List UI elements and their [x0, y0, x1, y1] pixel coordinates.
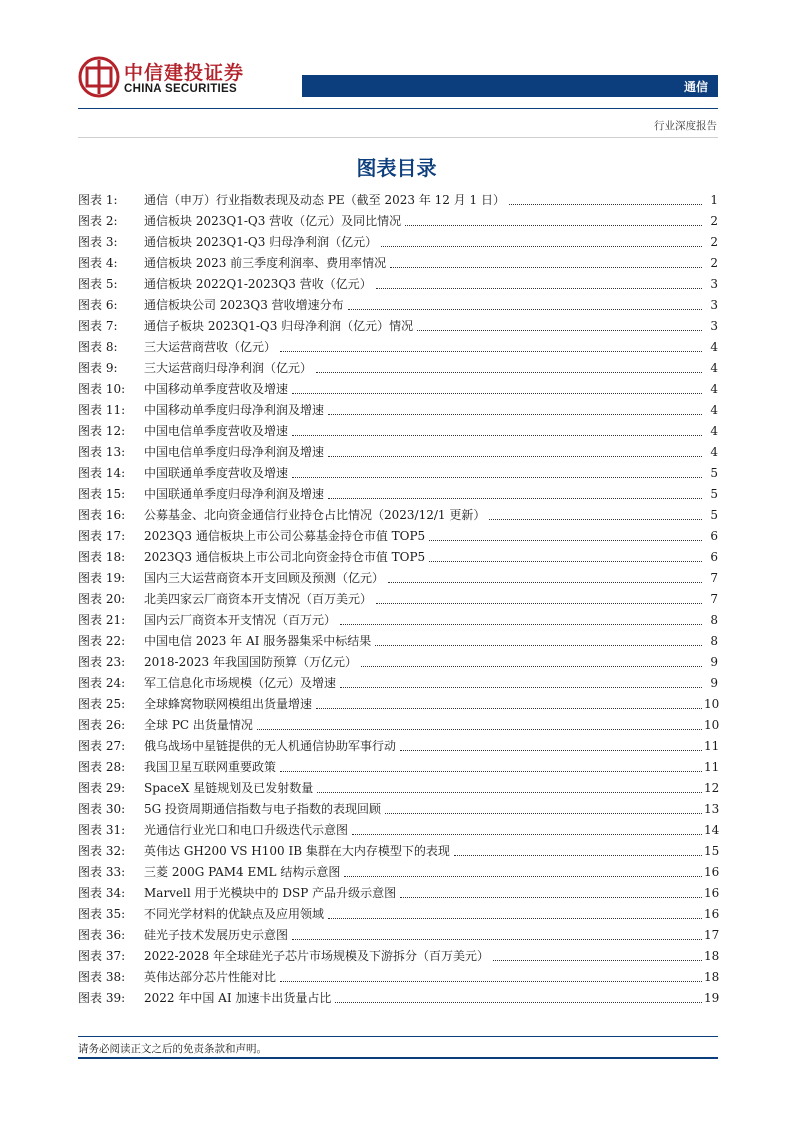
toc-entry-leader — [280, 757, 702, 772]
toc-entry-page: 15 — [704, 844, 720, 858]
toc-entry-page: 6 — [710, 550, 718, 564]
toc-entry[interactable] — [78, 274, 718, 295]
toc-entry-label: 图表 22: — [78, 634, 126, 648]
toc-entry-leader — [381, 232, 702, 247]
toc-entry-page: 5 — [710, 508, 718, 522]
toc-entry-label: 图表 3: — [78, 235, 118, 249]
toc-entry[interactable] — [78, 358, 718, 379]
toc-entry-leader — [376, 589, 702, 604]
toc-entry-label: 图表 35: — [78, 907, 126, 921]
toc-entry[interactable] — [78, 526, 718, 547]
header-rule — [78, 108, 718, 109]
toc-entry-label: 图表 18: — [78, 550, 126, 564]
toc-entry-label: 图表 26: — [78, 718, 126, 732]
toc-entry-label: 图表 8: — [78, 340, 118, 354]
toc-entry-page: 2 — [710, 214, 718, 228]
toc-entry-leader — [292, 463, 702, 478]
toc-entry-page: 6 — [710, 529, 718, 543]
toc-entry-label: 图表 38: — [78, 970, 126, 984]
toc-entry-title: 中国移动单季度归母净利润及增速 — [144, 403, 325, 417]
toc-entry-page: 17 — [704, 928, 720, 942]
toc-entry-label: 图表 14: — [78, 466, 126, 480]
toc-entry-label: 图表 34: — [78, 886, 126, 900]
toc-entry-label: 图表 39: — [78, 991, 126, 1005]
toc-entry[interactable] — [78, 610, 718, 631]
toc-entry-page: 9 — [710, 676, 718, 690]
toc-entry-leader — [340, 673, 702, 688]
toc-entry-label: 图表 5: — [78, 277, 118, 291]
toc-entry-leader — [352, 820, 702, 835]
toc-entry[interactable] — [78, 778, 718, 799]
toc-entry-leader — [328, 904, 702, 919]
toc-entry-page: 10 — [704, 697, 720, 711]
subheader-rule — [78, 137, 718, 138]
toc-entry[interactable] — [78, 211, 718, 232]
toc-entry-leader — [429, 526, 702, 541]
toc-entry[interactable] — [78, 631, 718, 652]
toc-entry-label: 图表 20: — [78, 592, 126, 606]
toc-entry-title: 中国联通单季度归母净利润及增速 — [144, 487, 325, 501]
toc-entry-title: 2018-2023 年我国国防预算（万亿元） — [144, 655, 357, 669]
toc-entry-title: 国内三大运营商资本开支回顾及预测（亿元） — [144, 571, 385, 585]
sector-bar — [302, 75, 718, 97]
toc-entry-page: 4 — [710, 403, 718, 417]
toc-entry-label: 图表 36: — [78, 928, 126, 942]
toc-entry-page: 4 — [710, 361, 718, 375]
toc-entry[interactable] — [78, 715, 718, 736]
toc-entry-title: 英伟达部分芯片性能对比 — [144, 970, 277, 984]
toc-entry-title: 硅光子技术发展历史示意图 — [144, 928, 289, 942]
company-name-cn: 中信建投证券 — [124, 62, 245, 84]
toc-entry[interactable] — [78, 988, 718, 1009]
toc-entry[interactable] — [78, 757, 718, 778]
toc-entry[interactable] — [78, 232, 718, 253]
toc-entry-page: 9 — [710, 655, 718, 669]
toc-entry-label: 图表 27: — [78, 739, 126, 753]
toc-entry[interactable] — [78, 820, 718, 841]
toc-entry-page: 2 — [710, 256, 718, 270]
toc-entry-label: 图表 19: — [78, 571, 126, 585]
toc-entry-title: 军工信息化市场规模（亿元）及增速 — [144, 676, 337, 690]
toc-entry-page: 7 — [710, 571, 718, 585]
toc-entry-title: 全球蜂窝物联网模组出货量增速 — [144, 697, 313, 711]
toc-entry-page: 3 — [710, 277, 718, 291]
toc-entry-label: 图表 4: — [78, 256, 118, 270]
toc-entry-leader — [405, 211, 702, 226]
toc-entry-leader — [390, 253, 702, 268]
toc-entry-leader — [361, 652, 702, 667]
page-title: 图表目录 — [356, 156, 437, 180]
toc-entry-leader — [328, 442, 702, 457]
toc-entry-title: 三菱 200G PAM4 EML 结构示意图 — [144, 865, 341, 879]
toc-entry-title: SpaceX 星链规划及已发射数量 — [144, 781, 314, 795]
toc-entry-leader — [317, 778, 702, 793]
toc-entry-page: 16 — [704, 907, 720, 921]
page-header — [78, 56, 718, 100]
toc-entry-leader — [489, 505, 702, 520]
toc-entry-page: 19 — [704, 991, 720, 1005]
toc-entry-leader — [493, 946, 702, 961]
toc-entry[interactable] — [78, 190, 718, 211]
toc-entry-title: 通信板块 2023Q1-Q3 营收（亿元）及同比情况 — [144, 214, 402, 228]
toc-entry-leader — [388, 568, 702, 583]
toc-entry-page: 11 — [704, 760, 720, 774]
toc-entry-page: 13 — [704, 802, 720, 816]
toc-entry-label: 图表 28: — [78, 760, 126, 774]
toc-entry-leader — [385, 799, 702, 814]
toc-entry-title: 全球 PC 出货量情况 — [144, 718, 253, 732]
toc-entry[interactable] — [78, 505, 718, 526]
toc-entry-label: 图表 6: — [78, 298, 118, 312]
toc-entry-title: 北美四家云厂商资本开支情况（百万美元） — [144, 592, 373, 606]
toc-entry-leader — [292, 379, 702, 394]
toc-entry-label: 图表 9: — [78, 361, 118, 375]
toc-entry-label: 图表 12: — [78, 424, 126, 438]
toc-entry-leader — [344, 862, 702, 877]
toc-entry-page: 16 — [704, 865, 720, 879]
toc-entry-leader — [280, 337, 702, 352]
toc-entry[interactable] — [78, 589, 718, 610]
toc-entry-page: 14 — [704, 823, 720, 837]
toc-entry-title: 公募基金、北向资金通信行业持仓占比情况（2023/12/1 更新） — [144, 508, 486, 522]
toc-entry-title: 三大运营商归母净利润（亿元） — [144, 361, 313, 375]
sector-label: 通信 — [683, 80, 708, 94]
toc-entry-leader — [292, 925, 702, 940]
toc-entry-page: 4 — [710, 382, 718, 396]
toc-entry[interactable] — [78, 547, 718, 568]
toc-entry-label: 图表 11: — [78, 403, 126, 417]
toc-entry-leader — [400, 883, 702, 898]
toc-entry[interactable] — [78, 799, 718, 820]
toc-entry-label: 图表 1: — [78, 193, 118, 207]
toc-entry-leader — [400, 736, 702, 751]
toc-entry-title: 通信子板块 2023Q1-Q3 归母净利润（亿元）情况 — [144, 319, 414, 333]
footer-rule — [78, 1036, 718, 1037]
toc-entry[interactable] — [78, 967, 718, 988]
toc-entry-title: 国内云厂商资本开支情况（百万元） — [144, 613, 337, 627]
toc-entry[interactable] — [78, 295, 718, 316]
toc-entry-page: 1 — [710, 193, 718, 207]
toc-entry-leader — [429, 547, 702, 562]
toc-entry[interactable] — [78, 421, 718, 442]
toc-entry[interactable] — [78, 925, 718, 946]
toc-entry[interactable] — [78, 883, 718, 904]
toc-entry-leader — [348, 295, 702, 310]
toc-entry-page: 12 — [704, 781, 720, 795]
toc-entry-page: 5 — [710, 487, 718, 501]
footer-rule-bottom — [78, 1057, 718, 1059]
toc-entry-leader — [328, 400, 702, 415]
toc-entry-title: 俄乌战场中星链提供的无人机通信协助军事行动 — [144, 739, 397, 753]
toc-entry-page: 3 — [710, 298, 718, 312]
toc-entry[interactable] — [78, 568, 718, 589]
citic-logo-icon — [78, 56, 120, 98]
toc-entry-label: 图表 17: — [78, 529, 126, 543]
toc-entry-leader — [509, 190, 702, 205]
toc-entry-page: 8 — [710, 613, 718, 627]
toc-entry-leader — [316, 694, 702, 709]
toc-entry[interactable] — [78, 946, 718, 967]
toc-entry-page: 5 — [710, 466, 718, 480]
toc-entry-page: 4 — [710, 340, 718, 354]
toc-entry[interactable] — [78, 337, 718, 358]
toc-entry[interactable] — [78, 736, 718, 757]
footer-disclaimer: 请务必阅读正文之后的免责条款和声明。 — [78, 1043, 267, 1055]
toc-entry-title: 2023Q3 通信板块上市公司公募基金持仓市值 TOP5 — [144, 529, 426, 543]
toc-entry[interactable] — [78, 253, 718, 274]
toc-entry-label: 图表 31: — [78, 823, 126, 837]
toc-entry-leader — [376, 274, 702, 289]
toc-entry[interactable] — [78, 400, 718, 421]
toc-entry[interactable] — [78, 904, 718, 925]
toc-entry-leader — [340, 610, 702, 625]
toc-entry-page: 18 — [704, 949, 720, 963]
toc-entry-page: 11 — [704, 739, 720, 753]
toc-entry-page: 7 — [710, 592, 718, 606]
toc-entry-title: 英伟达 GH200 VS H100 IB 集群在大内存模型下的表现 — [144, 844, 450, 858]
toc-entry-page: 4 — [710, 445, 718, 459]
toc-entry[interactable] — [78, 316, 718, 337]
toc-entry-title: 光通信行业光口和电口升级迭代示意图 — [144, 823, 349, 837]
toc-entry-title: 中国电信单季度营收及增速 — [144, 424, 289, 438]
toc-entry-title: 不同光学材料的优缺点及应用领域 — [144, 907, 325, 921]
toc-entry-label: 图表 37: — [78, 949, 126, 963]
toc-entry-title: 2022-2028 年全球硅光子芯片市场规模及下游拆分（百万美元） — [144, 949, 489, 963]
toc-entry[interactable] — [78, 694, 718, 715]
toc-entry-title: 通信板块 2023Q1-Q3 归母净利润（亿元） — [144, 235, 378, 249]
toc-entry[interactable] — [78, 463, 718, 484]
toc-entry[interactable] — [78, 484, 718, 505]
toc-entry-label: 图表 25: — [78, 697, 126, 711]
toc-entry-label: 图表 2: — [78, 214, 118, 228]
toc-entry-label: 图表 13: — [78, 445, 126, 459]
toc-entry-leader — [328, 484, 702, 499]
toc-entry-title: 中国电信 2023 年 AI 服务器集采中标结果 — [144, 634, 372, 648]
toc-entry-label: 图表 32: — [78, 844, 126, 858]
table-of-figures — [78, 190, 718, 1009]
toc-entry-title: 5G 投资周期通信指数与电子指数的表现回顾 — [144, 802, 382, 816]
toc-entry-label: 图表 33: — [78, 865, 126, 879]
toc-entry-label: 图表 10: — [78, 382, 126, 396]
toc-entry-label: 图表 23: — [78, 655, 126, 669]
toc-entry[interactable] — [78, 862, 718, 883]
toc-entry-title: 通信板块 2022Q1-2023Q3 营收（亿元） — [144, 277, 372, 291]
toc-entry-title: Marvell 用于光模块中的 DSP 产品升级示意图 — [144, 886, 397, 900]
toc-entry[interactable] — [78, 442, 718, 463]
toc-entry-label: 图表 15: — [78, 487, 126, 501]
toc-entry[interactable] — [78, 379, 718, 400]
toc-entry-title: 通信板块公司 2023Q3 营收增速分布 — [144, 298, 344, 312]
toc-entry-leader — [335, 988, 702, 1003]
toc-entry-page: 2 — [710, 235, 718, 249]
toc-entry-page: 16 — [704, 886, 720, 900]
toc-entry-label: 图表 30: — [78, 802, 126, 816]
toc-entry-label: 图表 24: — [78, 676, 126, 690]
toc-entry-page: 8 — [710, 634, 718, 648]
toc-entry-title: 2023Q3 通信板块上市公司北向资金持仓市值 TOP5 — [144, 550, 426, 564]
toc-entry-page: 4 — [710, 424, 718, 438]
company-name-en: CHINA SECURITIES — [124, 83, 237, 95]
toc-entry-title: 三大运营商营收（亿元） — [144, 340, 277, 354]
toc-entry-title: 通信（申万）行业指数表现及动态 PE（截至 2023 年 12 月 1 日） — [144, 193, 505, 207]
toc-entry[interactable] — [78, 652, 718, 673]
toc-entry-page: 3 — [710, 319, 718, 333]
toc-entry-title: 中国联通单季度营收及增速 — [144, 466, 289, 480]
toc-entry-title: 中国移动单季度营收及增速 — [144, 382, 289, 396]
toc-entry-leader — [316, 358, 702, 373]
toc-entry-page: 10 — [704, 718, 720, 732]
toc-entry[interactable] — [78, 673, 718, 694]
toc-entry-label: 图表 29: — [78, 781, 126, 795]
toc-entry-title: 2022 年中国 AI 加速卡出货量占比 — [144, 991, 332, 1005]
toc-entry-page: 18 — [704, 970, 720, 984]
report-type: 行业深度报告 — [654, 120, 717, 132]
toc-entry-leader — [454, 841, 702, 856]
toc-entry-title: 中国电信单季度归母净利润及增速 — [144, 445, 325, 459]
toc-entry-leader — [417, 316, 702, 331]
toc-entry-title: 通信板块 2023 前三季度利润率、费用率情况 — [144, 256, 387, 270]
toc-entry-leader — [292, 421, 702, 436]
toc-entry-leader — [257, 715, 702, 730]
toc-entry[interactable] — [78, 841, 718, 862]
toc-entry-label: 图表 16: — [78, 508, 126, 522]
toc-entry-title: 我国卫星互联网重要政策 — [144, 760, 277, 774]
toc-entry-leader — [375, 631, 702, 646]
toc-entry-label: 图表 21: — [78, 613, 126, 627]
toc-entry-label: 图表 7: — [78, 319, 118, 333]
toc-entry-leader — [280, 967, 702, 982]
